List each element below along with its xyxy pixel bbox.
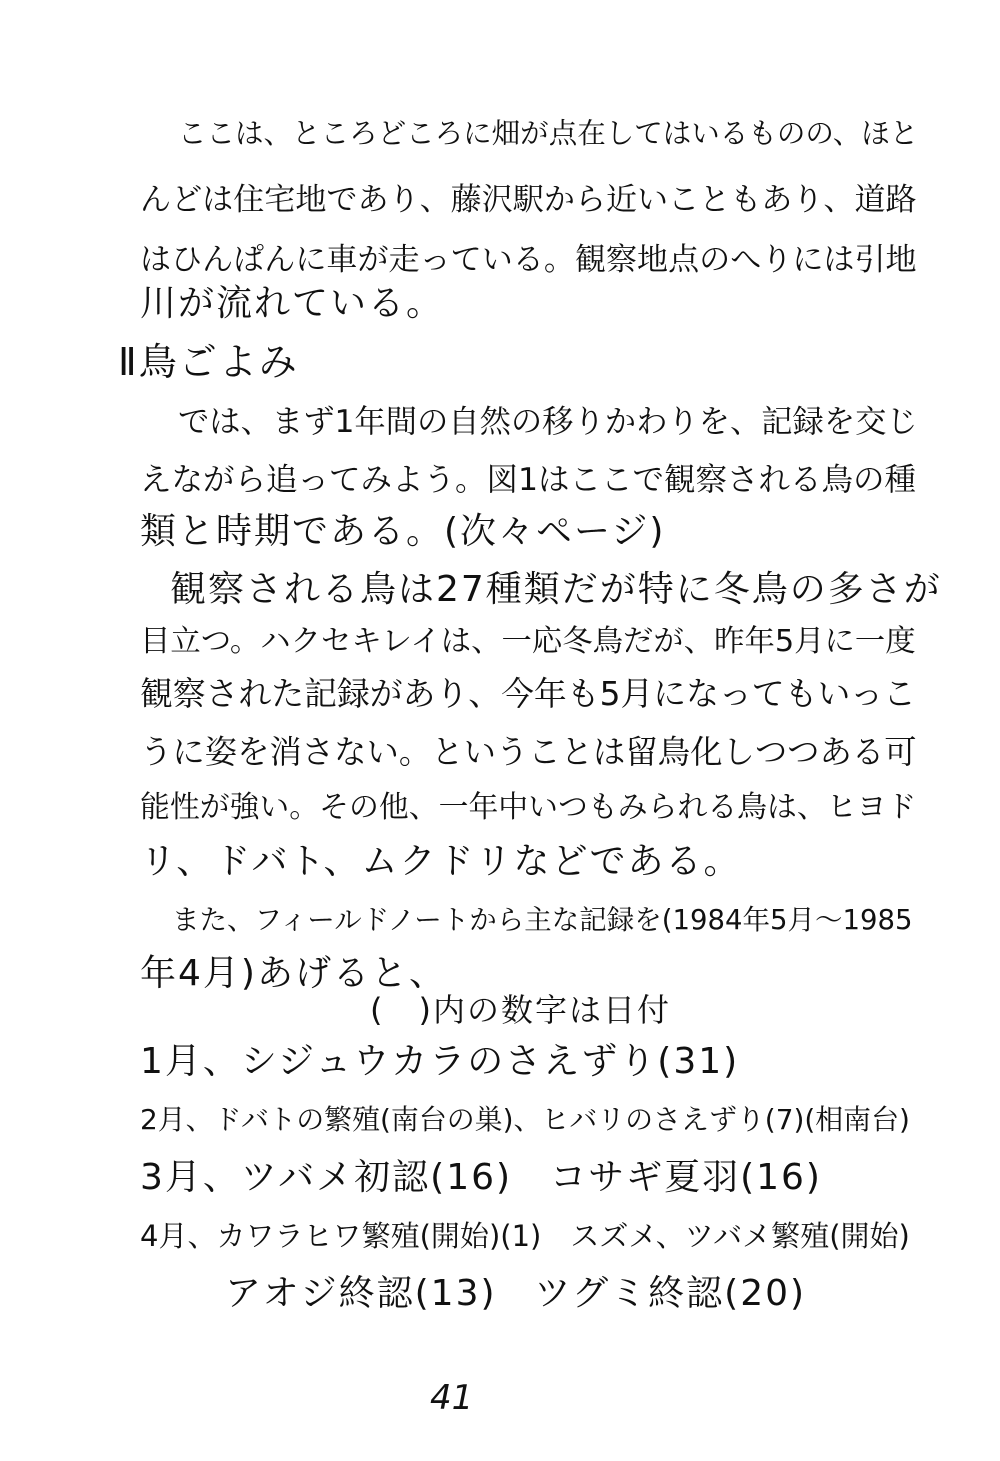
paragraph3-line-1: 観察される鳥は27種類だが特に冬鳥の多さが: [170, 569, 942, 610]
paragraph4-line-1: また、フィールドノートから主な記録を(1984年5月〜1985: [172, 904, 913, 936]
paragraph3-line-5: 能性が強い。その他、一年中いつもみられる鳥は、ヒヨド: [140, 790, 917, 825]
paragraph3-line-4: うに姿を消さない。ということは留鳥化しつつある可: [140, 733, 917, 771]
paragraph4-line-2: 年4月)あげると、: [140, 953, 447, 994]
paragraph3-line-3: 観察された記録があり、今年も5月になってもいっこ: [140, 675, 916, 713]
record-february: 2月、ドバトの繁殖(南台の巣)、ヒバリのさえずり(7)(相南台): [140, 1103, 910, 1136]
paragraph3-line-2: 目立つ。ハクセキレイは、一応冬鳥だが、昨年5月に一度: [140, 624, 916, 659]
paragraph1-line-4: 川が流れている。: [140, 283, 445, 324]
record-january: 1月、シジュウカラのさえずり(31): [140, 1041, 740, 1082]
record-april: 4月、カワラヒワ繁殖(開始)(1) スズメ、ツバメ繁殖(開始): [140, 1219, 910, 1253]
section-heading: Ⅱ鳥ごよみ: [118, 340, 299, 384]
record-march: 3月、ツバメ初認(16) コサギ夏羽(16): [140, 1157, 822, 1198]
paragraph1-line-1: ここは、ところどころに畑が点在してはいるものの、ほと: [178, 117, 919, 150]
page-number: 41: [430, 1378, 474, 1418]
date-note: ( )内の数字は日付: [370, 991, 671, 1029]
paragraph3-line-6: リ、ドバト、ムクドリなどである。: [140, 841, 742, 882]
record-april-continued: アオジ終認(13) ツグミ終認(20): [225, 1273, 807, 1314]
paragraph1-line-2: んどは住宅地であり、藤沢駅から近いこともあり、道路: [140, 182, 917, 218]
paragraph2-line-1: では、まず1年間の自然の移りかわりを、記録を交じ: [178, 404, 918, 440]
paragraph1-line-3: はひんぱんに車が走っている。観察地点のへりには引地: [140, 242, 917, 278]
paragraph2-line-3: 類と時期である。(次々ページ): [140, 511, 666, 552]
paragraph2-line-2: えながら追ってみよう。図1はここで観察される鳥の種: [140, 462, 917, 498]
